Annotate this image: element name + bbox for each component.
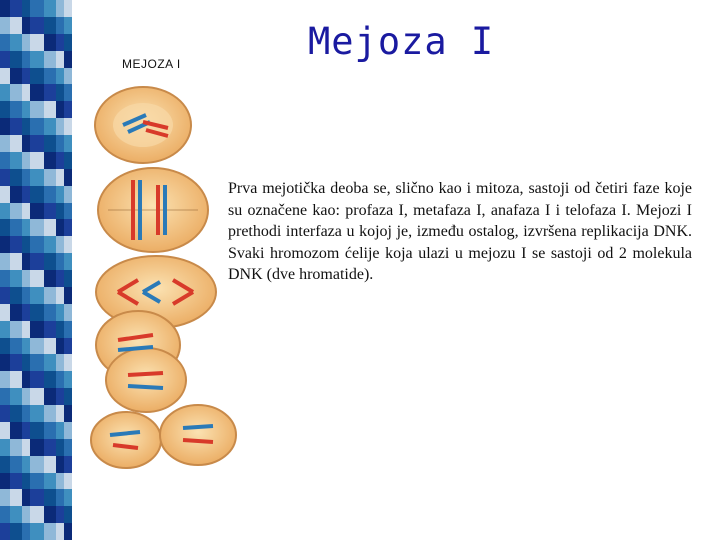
strip-tile <box>30 17 44 34</box>
strip-tile <box>10 456 22 473</box>
strip-tile <box>10 388 22 405</box>
strip-tile <box>10 17 22 34</box>
strip-row <box>0 34 72 51</box>
strip-row <box>0 236 72 253</box>
strip-tile <box>22 456 30 473</box>
strip-tile <box>44 51 56 68</box>
strip-tile <box>64 203 72 220</box>
strip-tile <box>0 439 10 456</box>
strip-tile <box>10 270 22 287</box>
strip-tile <box>30 68 44 85</box>
strip-tile <box>56 388 64 405</box>
strip-tile <box>64 0 72 17</box>
strip-tile <box>44 68 56 85</box>
strip-tile <box>30 422 44 439</box>
strip-tile <box>56 219 64 236</box>
strip-tile <box>30 338 44 355</box>
strip-row <box>0 219 72 236</box>
strip-tile <box>64 84 72 101</box>
strip-tile <box>22 17 30 34</box>
strip-tile <box>0 270 10 287</box>
strip-tile <box>44 253 56 270</box>
strip-tile <box>0 203 10 220</box>
strip-tile <box>22 354 30 371</box>
strip-row <box>0 135 72 152</box>
slide-body-paragraph: Prva mejotička deoba se, slično kao i mitoza, sastoji od četiri faze koje su označene kao: profaza I, metafaza I, anafaza I i telofaza I. Mejozi I prethodi interfaza u kojoj je, između ostalog, izvršena replikacija DNK. Svaki hromozom ćelije koja ulazi u mejozu I se sastoji od 2 molekula DNK (dve hromatide). <box>228 180 692 283</box>
strip-tile <box>30 169 44 186</box>
strip-row <box>0 84 72 101</box>
strip-tile <box>22 152 30 169</box>
strip-tile <box>22 439 30 456</box>
strip-tile <box>44 456 56 473</box>
strip-tile <box>0 354 10 371</box>
strip-tile <box>0 17 10 34</box>
strip-row <box>0 321 72 338</box>
strip-tile <box>44 405 56 422</box>
strip-tile <box>22 388 30 405</box>
strip-row <box>0 405 72 422</box>
strip-tile <box>0 68 10 85</box>
strip-tile <box>10 405 22 422</box>
strip-tile <box>10 439 22 456</box>
strip-tile <box>56 169 64 186</box>
strip-tile <box>30 253 44 270</box>
strip-tile <box>30 405 44 422</box>
strip-tile <box>64 186 72 203</box>
strip-tile <box>10 84 22 101</box>
strip-tile <box>10 101 22 118</box>
strip-tile <box>44 135 56 152</box>
strip-tile <box>44 152 56 169</box>
strip-row <box>0 203 72 220</box>
strip-tile <box>30 304 44 321</box>
strip-row <box>0 68 72 85</box>
decorative-strip <box>0 0 72 540</box>
strip-tile <box>64 169 72 186</box>
strip-tile <box>56 439 64 456</box>
strip-tile <box>56 135 64 152</box>
strip-tile <box>0 34 10 51</box>
strip-tile <box>30 523 44 540</box>
strip-tile <box>30 287 44 304</box>
cell-daughter-cells <box>91 405 236 468</box>
strip-tile <box>44 371 56 388</box>
strip-tile <box>44 0 56 17</box>
strip-tile <box>0 287 10 304</box>
strip-tile <box>22 135 30 152</box>
strip-tile <box>30 473 44 490</box>
strip-tile <box>30 456 44 473</box>
strip-tile <box>44 388 56 405</box>
strip-tile <box>56 186 64 203</box>
strip-tile <box>30 51 44 68</box>
strip-tile <box>44 186 56 203</box>
cell-metaphase <box>98 168 208 252</box>
strip-tile <box>0 506 10 523</box>
strip-row <box>0 118 72 135</box>
strip-tile <box>10 523 22 540</box>
strip-tile <box>0 84 10 101</box>
strip-tile <box>30 84 44 101</box>
strip-tile <box>56 236 64 253</box>
strip-tile <box>30 219 44 236</box>
strip-tile <box>0 236 10 253</box>
strip-row <box>0 169 72 186</box>
strip-tile <box>22 34 30 51</box>
strip-tile <box>44 304 56 321</box>
strip-tile <box>44 34 56 51</box>
strip-tile <box>56 68 64 85</box>
strip-tile <box>0 169 10 186</box>
strip-tile <box>0 0 10 17</box>
strip-tile <box>0 186 10 203</box>
strip-row <box>0 439 72 456</box>
strip-tile <box>64 371 72 388</box>
strip-tile <box>10 321 22 338</box>
strip-tile <box>10 68 22 85</box>
strip-tile <box>10 287 22 304</box>
strip-tile <box>44 523 56 540</box>
strip-tile <box>64 17 72 34</box>
strip-row <box>0 51 72 68</box>
strip-tile <box>0 321 10 338</box>
strip-tile <box>56 371 64 388</box>
strip-tile <box>56 253 64 270</box>
strip-tile <box>64 135 72 152</box>
strip-tile <box>64 304 72 321</box>
strip-tile <box>22 506 30 523</box>
strip-tile <box>56 34 64 51</box>
strip-tile <box>10 152 22 169</box>
strip-tile <box>10 473 22 490</box>
strip-tile <box>10 338 22 355</box>
strip-tile <box>64 354 72 371</box>
strip-tile <box>22 321 30 338</box>
strip-tile <box>64 253 72 270</box>
strip-tile <box>22 287 30 304</box>
strip-tile <box>30 439 44 456</box>
strip-tile <box>10 186 22 203</box>
strip-tile <box>64 338 72 355</box>
strip-tile <box>44 338 56 355</box>
cell-prophase <box>95 87 191 163</box>
strip-tile <box>22 101 30 118</box>
strip-row <box>0 354 72 371</box>
strip-row <box>0 456 72 473</box>
strip-tile <box>64 219 72 236</box>
strip-tile <box>0 219 10 236</box>
strip-tile <box>10 219 22 236</box>
strip-tile <box>44 321 56 338</box>
strip-tile <box>44 101 56 118</box>
strip-row <box>0 287 72 304</box>
strip-row <box>0 17 72 34</box>
strip-tile <box>22 270 30 287</box>
strip-tile <box>22 523 30 540</box>
strip-tile <box>64 68 72 85</box>
strip-tile <box>10 422 22 439</box>
strip-tile <box>0 51 10 68</box>
strip-tile <box>64 489 72 506</box>
strip-tile <box>64 456 72 473</box>
strip-tile <box>56 523 64 540</box>
strip-row <box>0 388 72 405</box>
strip-tile <box>30 371 44 388</box>
strip-tile <box>56 101 64 118</box>
strip-tile <box>22 84 30 101</box>
strip-tile <box>10 0 22 17</box>
strip-tile <box>30 321 44 338</box>
strip-tile <box>10 506 22 523</box>
strip-tile <box>64 101 72 118</box>
strip-tile <box>64 152 72 169</box>
strip-row <box>0 304 72 321</box>
strip-tile <box>44 236 56 253</box>
strip-tile <box>0 456 10 473</box>
strip-tile <box>30 236 44 253</box>
strip-tile <box>22 118 30 135</box>
strip-tile <box>10 354 22 371</box>
figure-label: MEJOZA I <box>122 57 181 71</box>
strip-tile <box>22 304 30 321</box>
strip-tile <box>10 371 22 388</box>
strip-tile <box>0 422 10 439</box>
strip-row <box>0 101 72 118</box>
strip-tile <box>56 354 64 371</box>
strip-tile <box>56 456 64 473</box>
strip-tile <box>64 270 72 287</box>
strip-tile <box>10 253 22 270</box>
strip-row <box>0 338 72 355</box>
strip-tile <box>64 34 72 51</box>
strip-tile <box>0 523 10 540</box>
strip-tile <box>56 152 64 169</box>
strip-tile <box>30 152 44 169</box>
strip-tile <box>0 473 10 490</box>
strip-tile <box>56 405 64 422</box>
strip-tile <box>22 236 30 253</box>
strip-tile <box>22 51 30 68</box>
strip-tile <box>56 287 64 304</box>
strip-tile <box>44 219 56 236</box>
strip-tile <box>56 304 64 321</box>
strip-tile <box>56 118 64 135</box>
strip-tile <box>64 523 72 540</box>
strip-tile <box>22 219 30 236</box>
strip-tile <box>30 354 44 371</box>
strip-tile <box>44 169 56 186</box>
strip-tile <box>44 287 56 304</box>
strip-tile <box>44 17 56 34</box>
strip-tile <box>10 118 22 135</box>
strip-tile <box>56 0 64 17</box>
strip-tile <box>44 506 56 523</box>
strip-tile <box>30 489 44 506</box>
strip-tile <box>44 354 56 371</box>
strip-tile <box>10 203 22 220</box>
strip-tile <box>56 84 64 101</box>
strip-tile <box>0 101 10 118</box>
strip-tile <box>30 0 44 17</box>
strip-tile <box>44 270 56 287</box>
strip-tile <box>56 473 64 490</box>
strip-tile <box>0 253 10 270</box>
strip-tile <box>44 439 56 456</box>
strip-tile <box>56 17 64 34</box>
strip-tile <box>30 388 44 405</box>
strip-tile <box>22 169 30 186</box>
strip-tile <box>30 506 44 523</box>
cell-telophase <box>96 311 186 412</box>
strip-tile <box>64 388 72 405</box>
strip-tile <box>56 338 64 355</box>
strip-tile <box>64 422 72 439</box>
strip-tile <box>0 338 10 355</box>
strip-tile <box>64 439 72 456</box>
strip-tile <box>30 101 44 118</box>
strip-tile <box>10 489 22 506</box>
strip-row <box>0 0 72 17</box>
strip-tile <box>10 34 22 51</box>
strip-tile <box>22 405 30 422</box>
strip-tile <box>56 203 64 220</box>
strip-tile <box>10 236 22 253</box>
strip-tile <box>64 118 72 135</box>
strip-tile <box>56 321 64 338</box>
strip-tile <box>30 34 44 51</box>
strip-tile <box>44 84 56 101</box>
slide-title: Mejoza I <box>308 20 495 63</box>
strip-row <box>0 186 72 203</box>
strip-tile <box>0 489 10 506</box>
strip-tile <box>22 203 30 220</box>
strip-tile <box>64 506 72 523</box>
strip-tile <box>22 68 30 85</box>
strip-tile <box>22 473 30 490</box>
strip-tile <box>0 118 10 135</box>
strip-tile <box>64 236 72 253</box>
strip-tile <box>56 422 64 439</box>
strip-tile <box>22 186 30 203</box>
strip-tile <box>10 169 22 186</box>
strip-row <box>0 506 72 523</box>
strip-tile <box>56 51 64 68</box>
strip-tile <box>64 321 72 338</box>
strip-tile <box>44 489 56 506</box>
strip-tile <box>30 203 44 220</box>
strip-row <box>0 473 72 490</box>
strip-tile <box>44 203 56 220</box>
strip-tile <box>0 152 10 169</box>
strip-tile <box>0 371 10 388</box>
strip-tile <box>10 51 22 68</box>
strip-row <box>0 270 72 287</box>
strip-tile <box>64 51 72 68</box>
strip-tile <box>0 304 10 321</box>
strip-tile <box>56 489 64 506</box>
strip-tile <box>10 304 22 321</box>
strip-row <box>0 422 72 439</box>
strip-tile <box>64 473 72 490</box>
strip-tile <box>22 371 30 388</box>
strip-tile <box>44 118 56 135</box>
strip-tile <box>64 405 72 422</box>
strip-row <box>0 371 72 388</box>
strip-tile <box>30 270 44 287</box>
strip-tile <box>22 338 30 355</box>
strip-tile <box>44 422 56 439</box>
strip-row <box>0 523 72 540</box>
strip-tile <box>22 253 30 270</box>
strip-tile <box>56 506 64 523</box>
strip-tile <box>30 186 44 203</box>
strip-tile <box>0 135 10 152</box>
strip-tile <box>22 0 30 17</box>
meiosis-stages-illustration <box>88 70 238 470</box>
strip-tile <box>56 270 64 287</box>
strip-tile <box>30 118 44 135</box>
strip-tile <box>64 287 72 304</box>
strip-tile <box>22 422 30 439</box>
strip-tile <box>22 489 30 506</box>
strip-tile <box>0 405 10 422</box>
strip-tile <box>10 135 22 152</box>
strip-tile <box>0 388 10 405</box>
strip-row <box>0 253 72 270</box>
strip-row <box>0 152 72 169</box>
strip-row <box>0 489 72 506</box>
strip-tile <box>44 473 56 490</box>
strip-tile <box>30 135 44 152</box>
